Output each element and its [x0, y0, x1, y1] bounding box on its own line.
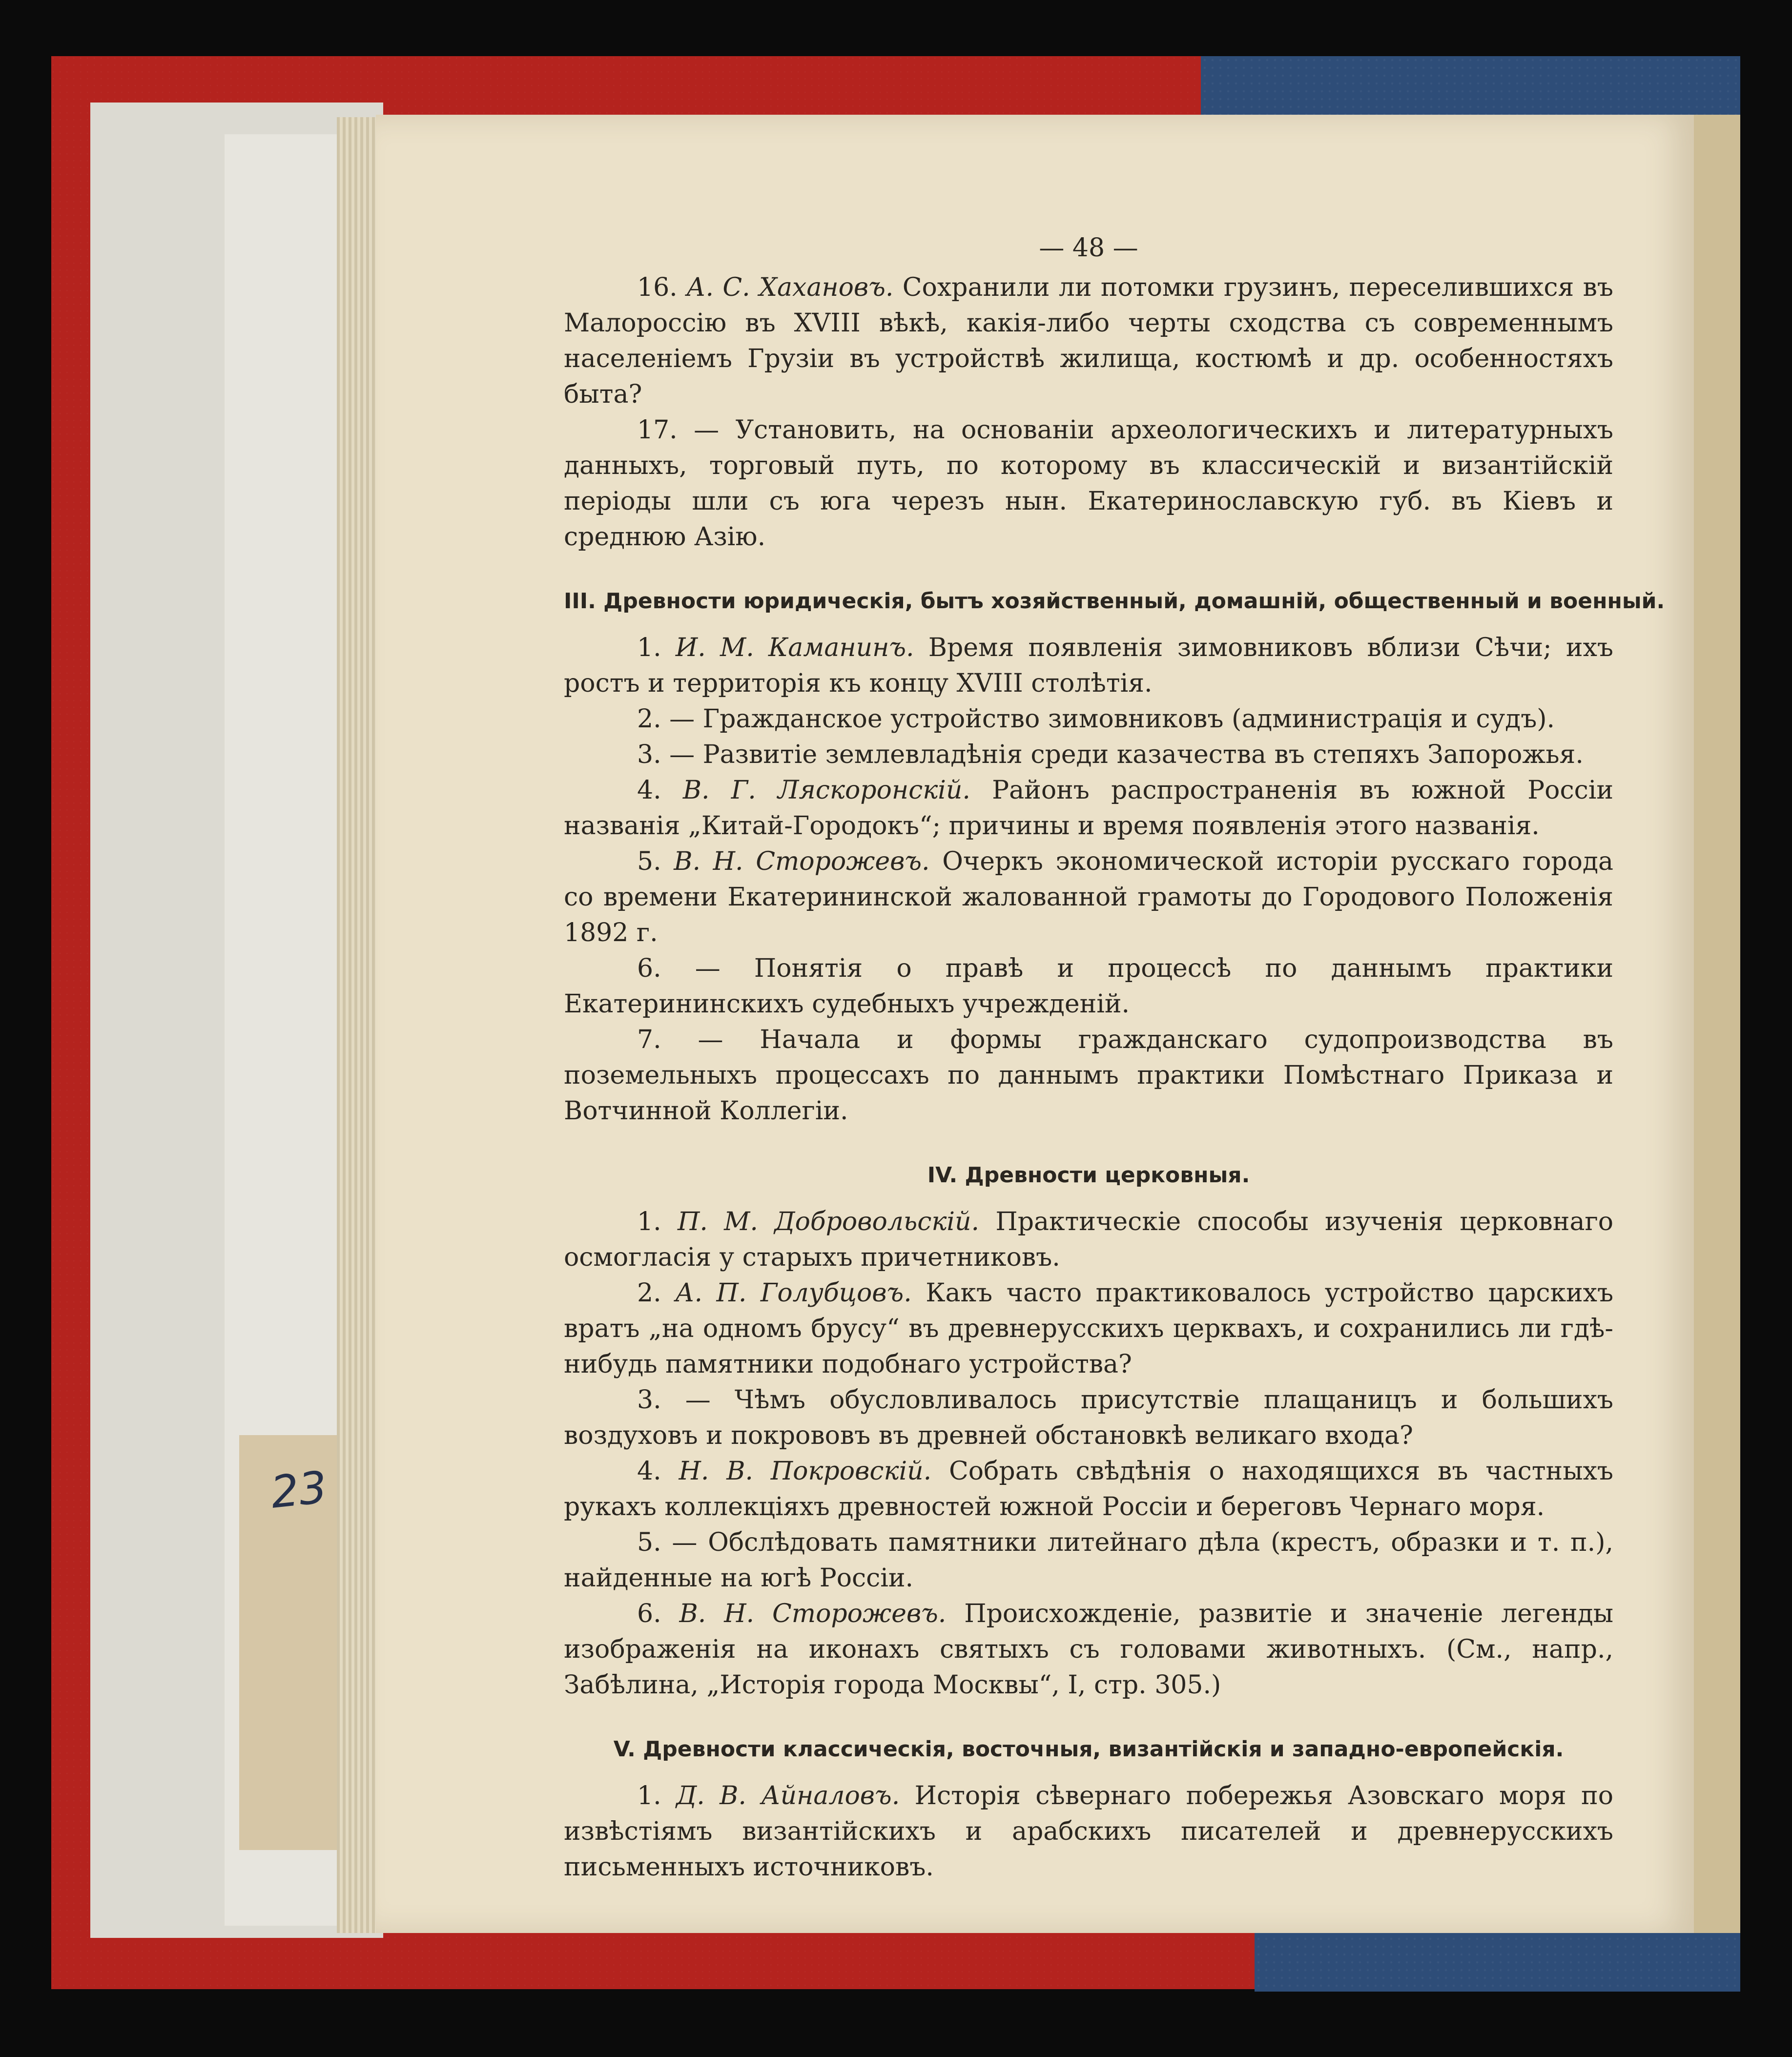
list-item: 1. П. М. Добровольскій. Практическіе способы изученія церковнаго осмогласія у старыхъ причетниковъ.	[564, 1207, 1613, 1272]
handwritten-shelfmark: 23	[268, 1461, 330, 1519]
list-item: 1. И. М. Каманинъ. Время появленія зимовниковъ вблизи Сѣчи; ихъ ростъ и территорія къ концу XVIII столѣтія.	[564, 633, 1613, 698]
list-item: 3. — Чѣмъ обусловливалось присутствіе плащаницъ и большихъ воздуховъ и покрововъ въ древней обстановкѣ великаго входа?	[564, 1385, 1614, 1450]
page-number: — 48 —	[1039, 233, 1138, 263]
list-item: 17. — Установить, на основаніи археологическихъ и литературныхъ данныхъ, торговый путь, по которому въ классическій и византійскій періоды шли съ юга черезъ нын. Екатеринославскую губ. въ Кіевъ и среднюю Азію.	[564, 415, 1614, 552]
list-item: 2. — Гражданское устройство зимовниковъ (администрація и судъ).	[637, 704, 1555, 734]
section-heading-iv: IV. Древности церковныя.	[927, 1163, 1250, 1188]
list-item: 5. — Обслѣдовать памятники литейнаго дѣла (крестъ, образки и т. п.), найденные на югѣ Россіи.	[564, 1528, 1614, 1593]
page-content	[564, 230, 1665, 1885]
list-item: 2. А. П. Голубцовъ. Какъ часто практиковалось устройство царскихъ вратъ „на одномъ брусу“ въ древнерусскихъ церквахъ, и сохранились ли гдѣ-нибудь памятники подобнаго устройства?	[564, 1278, 1614, 1379]
section-iv-items	[564, 1204, 1613, 1703]
facing-page-edge	[1694, 115, 1740, 1933]
items-top	[564, 270, 1613, 555]
list-item: 1. Д. В. Айналовъ. Исторія сѣвернаго побережья Азовскаго моря по извѣстіямъ византійскихъ и арабскихъ писателей и древнерусскихъ письменныхъ источниковъ.	[564, 1781, 1614, 1882]
section-iii-items	[564, 630, 1613, 1129]
list-item: 5. В. Н. Сторожевъ. Очеркъ экономической исторіи русскаго города со времени Екатерининской жалованной грамоты до Городового Положенія 1892 г.	[564, 847, 1613, 947]
list-item: 4. В. Г. Ляскоронскій. Районъ распространенія въ южной Россіи названія „Китай-Городокъ“; причины и время появленія этого названія.	[564, 776, 1614, 841]
list-item: 6. — Понятія о правѣ и процессѣ по даннымъ практики Екатерининскихъ судебныхъ учрежденій.	[564, 954, 1614, 1019]
section-heading-iii: III. Древности юридическія, бытъ хозяйственный, домашній, общественный и военный.	[564, 589, 1665, 614]
list-item: 4. Н. В. Покровскій. Собрать свѣдѣнія о находящихся въ частныхъ рукахъ коллекціяхъ древностей южной Россіи и береговъ Чернаго моря.	[564, 1457, 1613, 1522]
list-item: 3. — Развитіе землевладѣнія среди казачества въ степяхъ Запорожья.	[637, 740, 1584, 769]
list-item: 7. — Начала и формы гражданскаго судопроизводства въ поземельныхъ процессахъ по даннымъ практики Помѣстнаго Приказа и Вотчинной Коллегіи.	[564, 1025, 1613, 1126]
section-v-items	[564, 1778, 1613, 1885]
list-item: 16. А. С. Хахановъ. Сохранили ли потомки грузинъ, переселившихся въ Малороссію въ XVIII вѣкѣ, какія-либо черты сходства съ современнымъ населеніемъ Грузіи въ устройствѣ жилища, костюмѣ и др. особенностяхъ быта?	[564, 273, 1614, 409]
list-item: 6. В. Н. Сторожевъ. Происхожденіе, развитіе и значеніе легенды изображенія на иконахъ святыхъ съ головами животныхъ. (См., напр., Забѣлина, „Исторія города Москвы“, I, стр. 305.)	[564, 1599, 1614, 1700]
section-heading-v: V. Древности классическія, восточныя, византійскія и западно-европейскія.	[613, 1737, 1564, 1762]
